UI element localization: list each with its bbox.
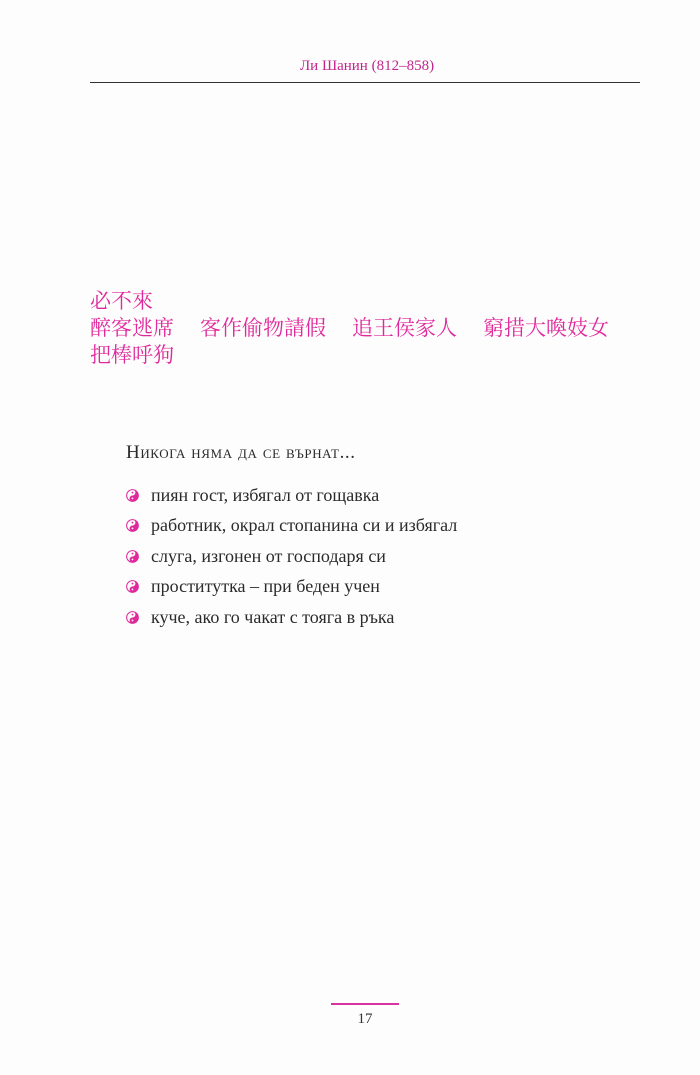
list-item [126,541,457,572]
yin-yang-icon [126,550,139,563]
translation-list [126,480,457,633]
list-item-text: куче, ако го чакат с тояга в ръка [151,606,395,627]
yin-yang-icon [126,611,139,624]
list-item-text: слуга, изгонен от господаря си [151,545,386,566]
list-item [126,480,457,511]
running-title: Ли Шанин (812–858) [300,58,435,74]
header-rule [90,82,640,83]
chinese-phrase: 窮措大喚妓女 [483,316,609,340]
list-item [126,572,457,603]
list-item-text: работник, окрал стопанина си и избягал [151,515,458,536]
chinese-phrase: 客作偷物請假 [200,316,326,340]
page-number: 17 [357,1011,373,1027]
yin-yang-icon [126,519,139,532]
list-item [126,511,457,542]
list-item-text: пиян гост, избягал от гощавка [151,484,380,505]
chinese-last-phrase: 把棒呼狗 [90,343,174,367]
yin-yang-icon [126,489,139,502]
yin-yang-icon [126,580,139,593]
list-item-text: проститутка – при беден учен [151,576,380,597]
chinese-title: 必不來 [90,289,153,313]
list-item [126,602,457,633]
chinese-phrase: 追王侯家人 [352,316,457,340]
chinese-phrase: 醉客逃席 [90,316,174,340]
chinese-phrase-line [90,315,650,342]
chinese-text-block [90,288,650,369]
footer-rule [331,1003,399,1005]
translation-intro: Никога няма да се върнат... [126,442,356,463]
